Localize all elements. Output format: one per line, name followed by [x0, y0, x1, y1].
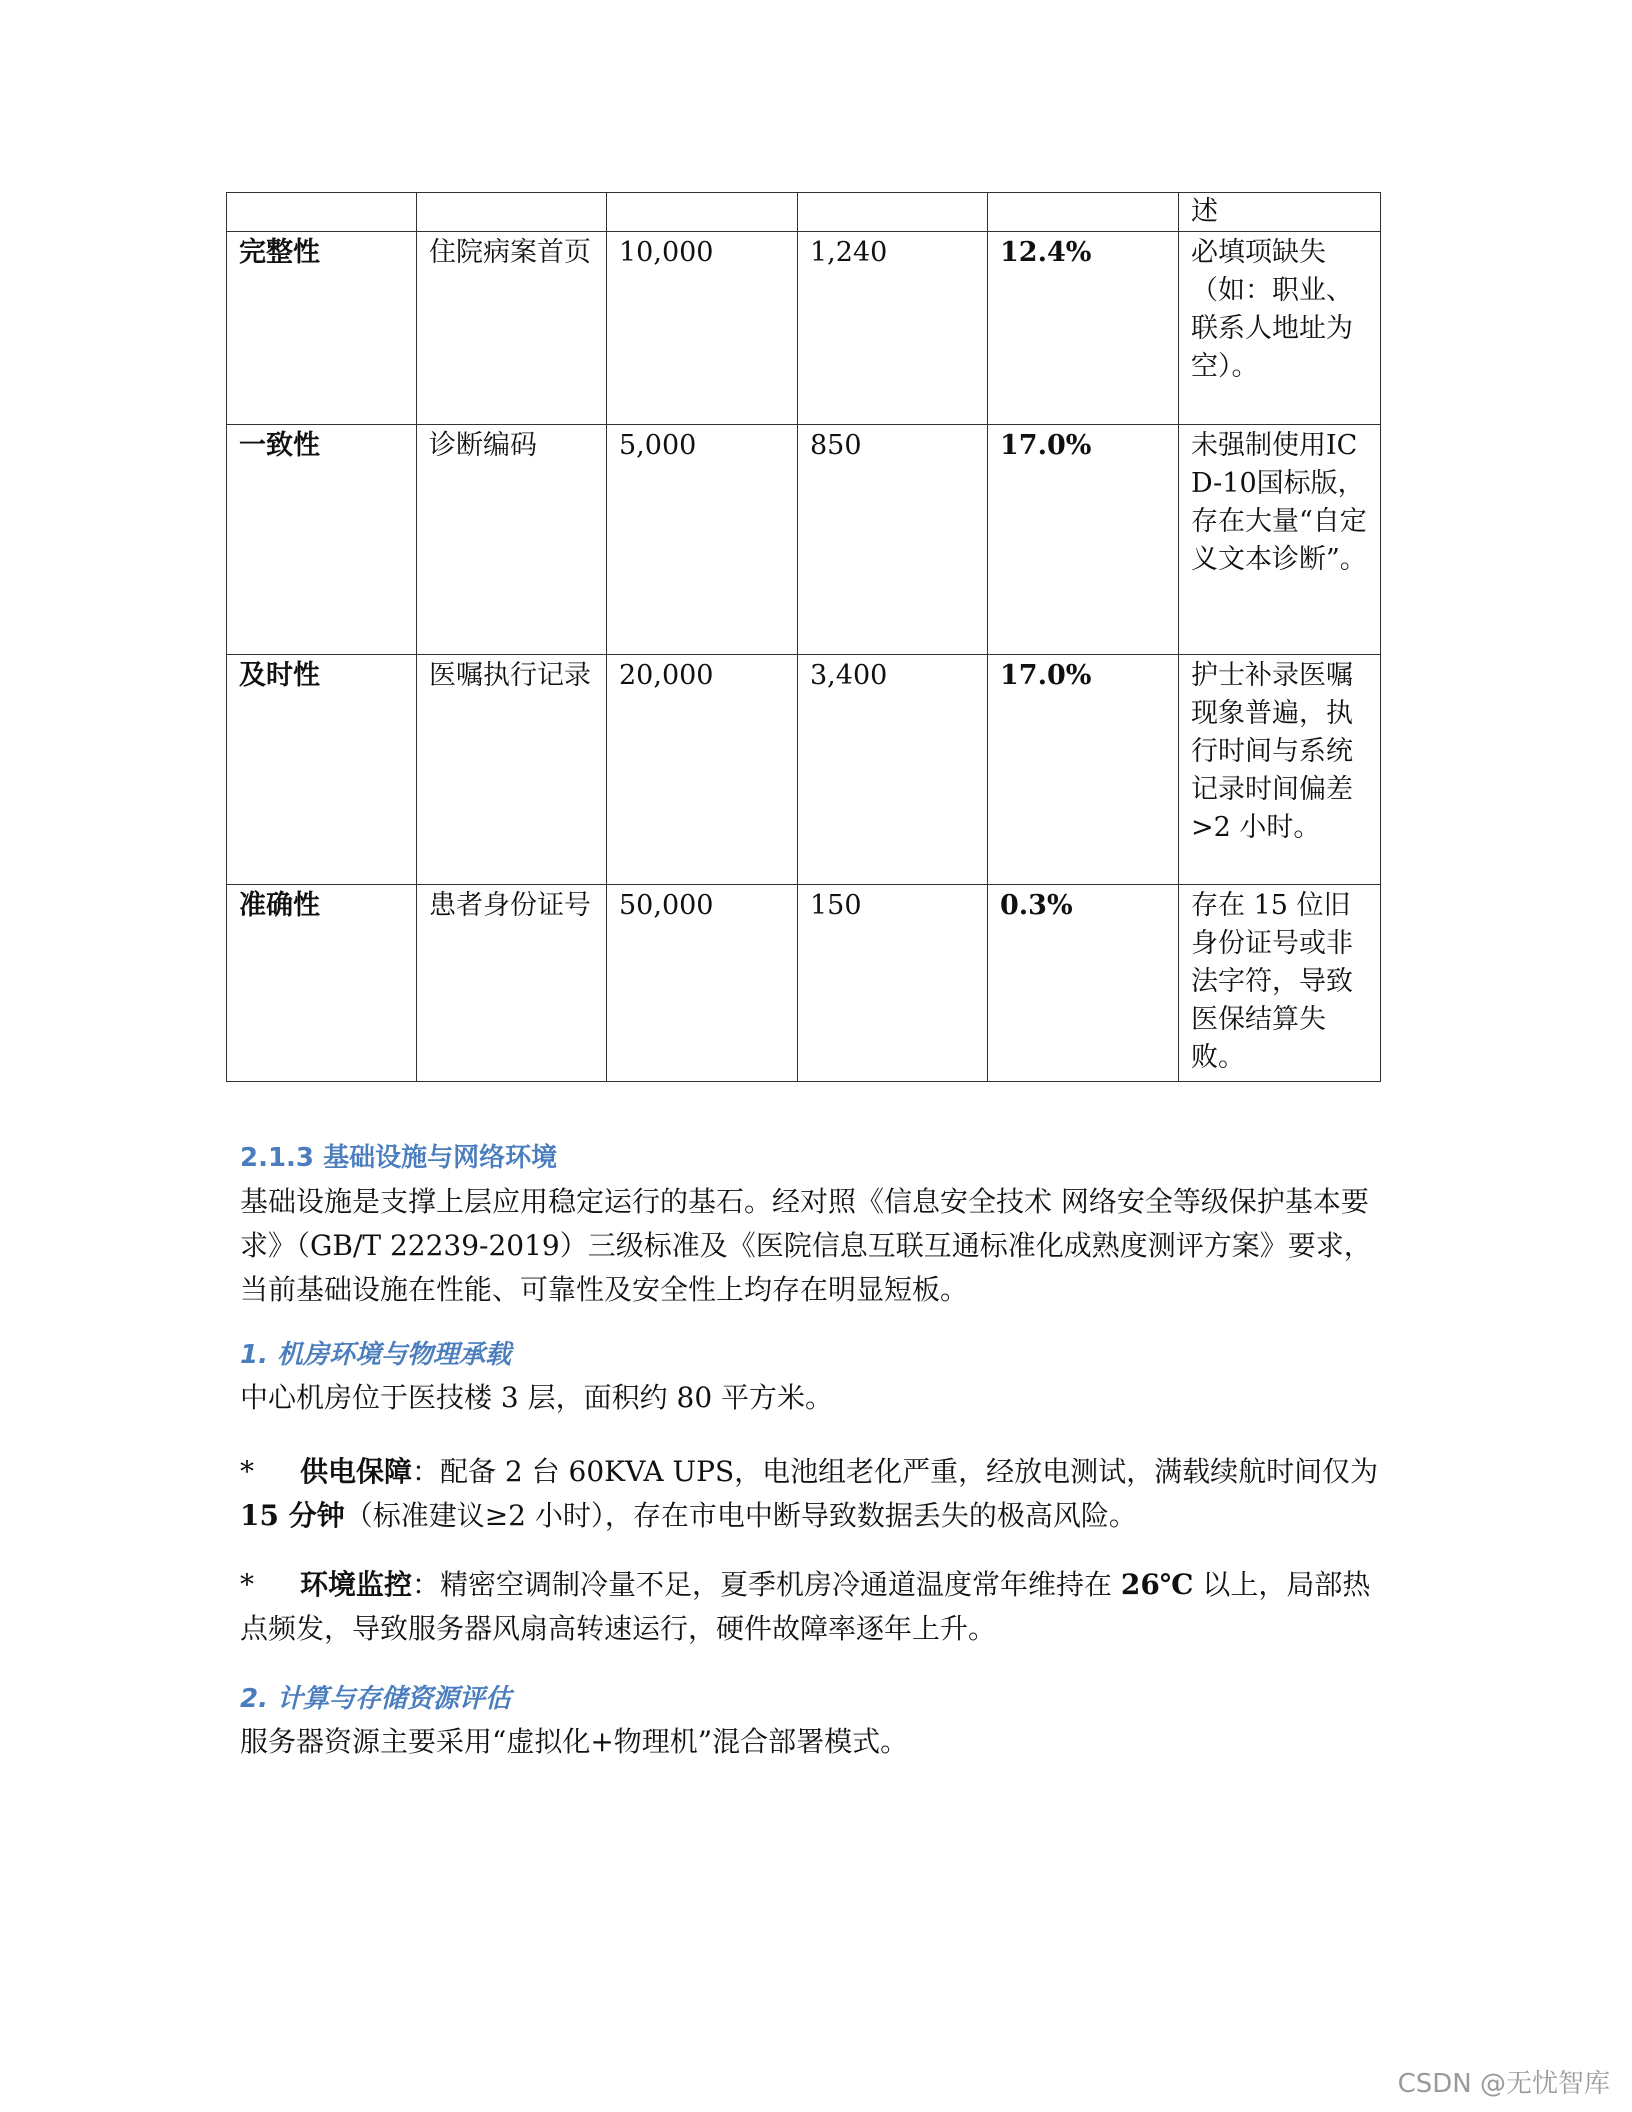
subsection-heading-2: 2. 计算与存储资源评估 [240, 1684, 512, 1714]
count-cell: 3,400 [798, 655, 988, 885]
table-row [227, 885, 1381, 1082]
object-cell: 医嘱执行记录 [417, 655, 607, 885]
count-cell: 150 [798, 885, 988, 1082]
subsection-text-1: 中心机房位于医技楼 3 层，面积约 80 平方米。 [240, 1381, 834, 1414]
bullet-power [240, 1450, 1390, 1538]
dimension-cell: 及时性 [227, 655, 417, 885]
rate-cell: 17.0% [988, 425, 1179, 655]
bullet-environment [240, 1563, 1390, 1651]
table-row [227, 232, 1381, 425]
desc-cell: 存在 15 位旧身份证号或非法字符，导致医保结算失败。 [1179, 885, 1381, 1082]
bullet-mark: * [240, 1568, 254, 1601]
bullet-text: ：精密空调制冷量不足，夏季机房冷通道温度常年维持在 [412, 1568, 1121, 1601]
bullet-highlight: 15 分钟 [240, 1499, 345, 1532]
table-row [227, 655, 1381, 885]
bullet-label: 环境监控 [300, 1568, 413, 1601]
count-cell: 850 [798, 425, 988, 655]
subsection-text-2: 服务器资源主要采用“虚拟化+物理机”混合部署模式。 [240, 1725, 909, 1758]
bullet-label: 供电保障 [300, 1455, 413, 1488]
rate-cell: 12.4% [988, 232, 1179, 425]
table-cell: 述 [1179, 193, 1381, 232]
bullet-mark: * [240, 1455, 254, 1488]
section-heading: 2.1.3 基础设施与网络环境 [240, 1143, 558, 1173]
bullet-text: （标准建议≥2 小时），存在市电中断导致数据丢失的极高风险。 [344, 1499, 1137, 1532]
data-quality-table [226, 192, 1381, 1082]
dimension-cell: 一致性 [227, 425, 417, 655]
bullet-highlight: 26℃ [1120, 1568, 1194, 1601]
bullet-text: 以上，局部热点频发，导致服务器风扇高转速运行，硬件故障率逐年上升。 [240, 1568, 1371, 1645]
object-cell: 诊断编码 [417, 425, 607, 655]
watermark: CSDN @无忧智库 [1397, 2069, 1610, 2099]
section-intro: 基础设施是支撑上层应用稳定运行的基石。经对照《信息安全技术 网络安全等级保护基本要求》（GB/T 22239-2019）三级标准及《医院信息互联互通标准化成熟度测评方案》要求，当前基础设施在性能、可靠性及安全性上均存在明显短板。 [240, 1185, 1372, 1306]
count-cell: 1,240 [798, 232, 988, 425]
table-row [227, 193, 1381, 232]
bullet-text: ：配备 2 台 60KVA UPS，电池组老化严重，经放电测试，满载续航时间仅为 [412, 1455, 1379, 1488]
table-cell [798, 193, 988, 232]
table-cell [607, 193, 798, 232]
object-cell: 住院病案首页 [417, 232, 607, 425]
dimension-cell: 准确性 [227, 885, 417, 1082]
table-cell [417, 193, 607, 232]
subsection-heading-1: 1. 机房环境与物理承载 [240, 1340, 512, 1370]
table-row [227, 425, 1381, 655]
total-cell: 20,000 [607, 655, 798, 885]
total-cell: 10,000 [607, 232, 798, 425]
desc-cell: 必填项缺失（如：职业、联系人地址为空）。 [1179, 232, 1381, 425]
desc-cell: 未强制使用ICD-10国标版，存在大量“自定义文本诊断”。 [1179, 425, 1381, 655]
rate-cell: 0.3% [988, 885, 1179, 1082]
table-cell [227, 193, 417, 232]
total-cell: 5,000 [607, 425, 798, 655]
desc-cell: 护士补录医嘱现象普遍，执行时间与系统记录时间偏差>2 小时。 [1179, 655, 1381, 885]
total-cell: 50,000 [607, 885, 798, 1082]
dimension-cell: 完整性 [227, 232, 417, 425]
rate-cell: 17.0% [988, 655, 1179, 885]
object-cell: 患者身份证号 [417, 885, 607, 1082]
table-cell [988, 193, 1179, 232]
